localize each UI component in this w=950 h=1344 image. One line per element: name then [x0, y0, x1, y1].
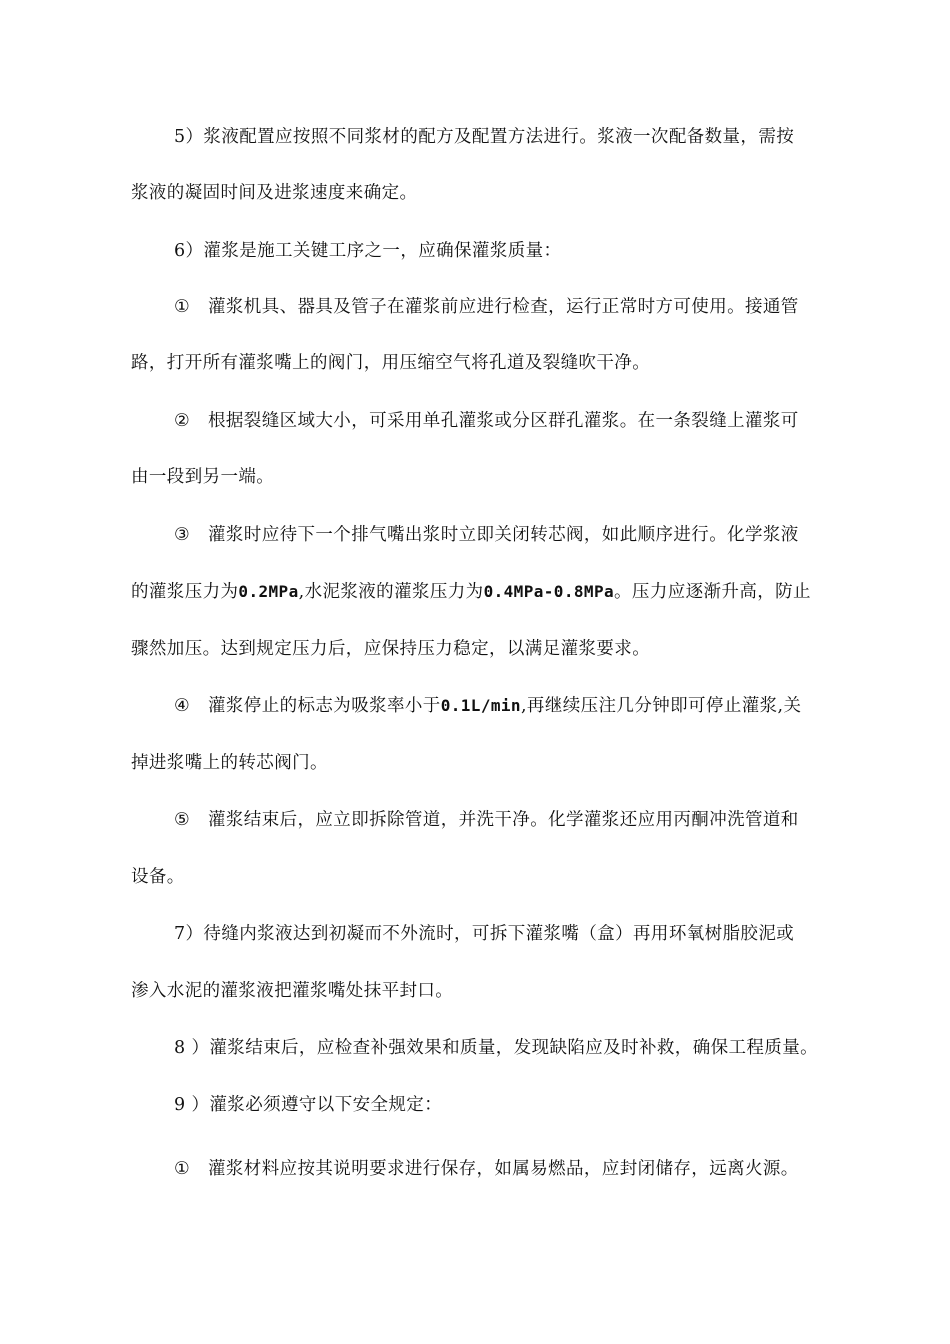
- item-1-line-1: [174, 295, 799, 319]
- item-1-text: 灌浆机具、器具及管子在灌浆前应进行检查，运行正常时方可使用。接通管: [208, 297, 799, 317]
- cement-grout-pressure: 0.4MPa-0.8MPa: [483, 582, 615, 601]
- item-9-1-line-1: [174, 1157, 799, 1181]
- grout-absorption-rate: 0.1L/min: [440, 696, 521, 715]
- item-3-line-3: 骤然加压。达到规定压力后，应保持压力稳定，以满足灌浆要求。: [131, 639, 651, 659]
- item-3-text: 灌浆时应待下一个排气嘴出浆时立即关闭转芯阀，如此顺序进行。化学浆液: [208, 525, 799, 545]
- paragraph-8-line-1: 8 ）灌浆结束后，应检查补强效果和质量，发现缺陷应及时补救，确保工程质量。: [174, 1038, 818, 1058]
- item-5-text: 灌浆结束后，应立即拆除管道，并洗干净。化学灌浆还应用丙酮冲洗管道和: [208, 810, 799, 830]
- item-1-marker: ①: [174, 297, 191, 317]
- item-9-1-marker: ①: [174, 1159, 191, 1179]
- item-2-marker: ②: [174, 411, 191, 431]
- paragraph-7-line-2: 渗入水泥的灌浆液把灌浆嘴处抹平封口。: [131, 981, 454, 1001]
- paragraph-6-line-1: 6）灌浆是施工关键工序之一，应确保灌浆质量：: [174, 241, 562, 261]
- item-5-marker: ⑤: [174, 810, 191, 830]
- item-3-line-2-part-a: 的灌浆压力为: [131, 582, 239, 602]
- chemical-grout-pressure: 0.2MPa: [238, 582, 299, 601]
- item-3-line-1: [174, 523, 799, 547]
- paragraph-9-line-1: 9 ）灌浆必须遵守以下安全规定：: [174, 1095, 443, 1115]
- item-2-text: 根据裂缝区域大小，可采用单孔灌浆或分区群孔灌浆。在一条裂缝上灌浆可: [208, 411, 799, 431]
- paragraph-5-line-1: 5）浆液配置应按照不同浆材的配方及配置方法进行。浆液一次配备数量，需按: [174, 127, 795, 147]
- paragraph-7-line-1: 7）待缝内浆液达到初凝而不外流时，可拆下灌浆嘴（盒）再用环氧树脂胶泥或: [174, 924, 795, 944]
- item-3-line-2: [131, 580, 811, 604]
- item-4-line-1: [174, 694, 801, 718]
- item-1-line-2: 路，打开所有灌浆嘴上的阀门，用压缩空气将孔道及裂缝吹干净。: [131, 353, 651, 373]
- item-4-line-1-part-c: ,再继续压注几分钟即可停止灌浆,关: [520, 696, 802, 716]
- item-2-line-2: 由一段到另一端。: [131, 467, 275, 487]
- item-5-line-1: [174, 808, 799, 832]
- item-3-marker: ③: [174, 525, 191, 545]
- paragraph-5-line-2: 浆液的凝固时间及进浆速度来确定。: [131, 183, 418, 203]
- item-9-1-text: 灌浆材料应按其说明要求进行保存，如属易燃品，应封闭储存，远离火源。: [208, 1159, 799, 1179]
- item-4-line-1-part-a: 灌浆停止的标志为吸浆率小于: [208, 696, 441, 716]
- item-2-line-1: [174, 409, 799, 433]
- item-4-marker: ④: [174, 696, 191, 716]
- item-3-line-2-part-c: ,水泥浆液的灌浆压力为: [298, 582, 484, 602]
- item-4-line-2: 掉进浆嘴上的转芯阀门。: [131, 753, 328, 773]
- item-5-line-2: 设备。: [131, 867, 185, 887]
- item-3-line-2-part-e: 。压力应逐渐升高，防止: [614, 582, 811, 602]
